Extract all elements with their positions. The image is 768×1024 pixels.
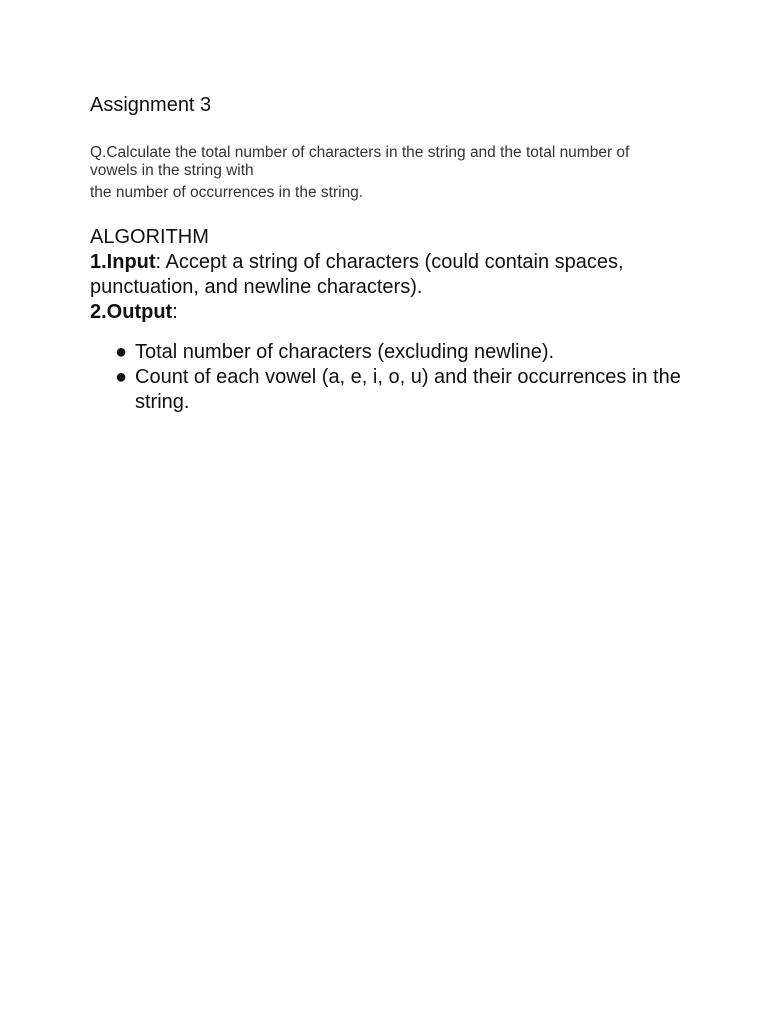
algorithm-step-1-continued: punctuation, and newline characters). [90, 276, 423, 298]
step-1-text-a: : Accept a string of characters (could contain spaces, [155, 251, 624, 273]
question-text [90, 144, 680, 202]
list-item [90, 340, 690, 365]
question-line-3: the number of occurrences in the string. [90, 184, 364, 201]
algorithm-step-2 [90, 300, 690, 325]
algorithm-section [90, 225, 690, 325]
bullet-dot-icon: ● [114, 341, 128, 363]
output-bullet-list [90, 340, 690, 415]
algorithm-heading: ALGORITHM [90, 226, 209, 248]
bullet-text: Total number of characters (excluding newline). [135, 341, 555, 363]
list-item [90, 365, 690, 415]
step-1-label: 1.Input [90, 251, 156, 273]
document-title: Assignment 3 [90, 94, 212, 116]
question-line-2: vowels in the string with [90, 162, 254, 179]
step-2-text: : [172, 301, 178, 323]
bullet-text: Count of each vowel (a, e, i, o, u) and their occurrences in the string. [135, 366, 681, 413]
question-line-1: Q.Calculate the total number of characters in the string and the total number of [90, 144, 630, 161]
algorithm-step-1 [90, 250, 690, 275]
bullet-dot-icon: ● [114, 366, 128, 388]
step-2-label: 2.Output [90, 301, 173, 323]
